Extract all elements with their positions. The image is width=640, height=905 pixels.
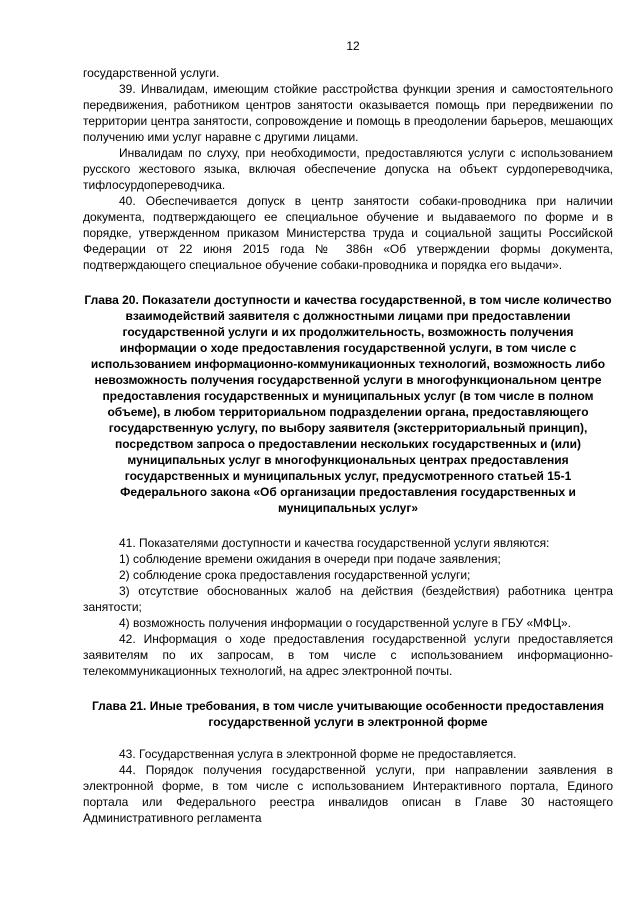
paragraph-40: 40. Обеспечивается допуск в центр занятости собаки-проводника при наличии документа, подтверждающего ее специальное обучение и выдаваемого по форме и в порядке, утвержденном приказом Министерства труда и социальной защиты Российской Федерации от 22 июня 2015 года № 386н «Об утверждении формы документа, подтверждающего специальное обучение собаки-проводника и порядка его выдачи». — [83, 194, 613, 272]
paragraph-hearing-impaired: Инвалидам по слуху, при необходимости, предоставляются услуги с использованием русского жестового языка, включая обеспечение допуска на объект сурдопереводчика, тифлосурдопереводчика. — [83, 146, 613, 192]
page-number: 12 — [346, 39, 360, 53]
paragraph-42: 42. Информация о ходе предоставления государственной услуги предоставляется заявителям по их запросам, в том числе с использованием информационно-телекоммуникационных технологий, на адрес электронной почты. — [83, 632, 613, 678]
paragraph-44: 44. Порядок получения государственной услуги, при направлении заявления в электронной форме, в том числе с использованием Интерактивного портала, Единого портала или Федерального реестра инвалидов описан в Главе 30 настоящего Административного регламента — [83, 763, 613, 825]
list-item-4: 4) возможность получения информации о государственной услуге в ГБУ «МФЦ». — [119, 616, 571, 630]
list-item-2: 2) соблюдение срока предоставления государственной услуги; — [119, 568, 471, 582]
paragraph-41: 41. Показателями доступности и качества государственной услуги являются: — [119, 536, 550, 550]
list-item-1: 1) соблюдение времени ожидания в очереди при подаче заявления; — [119, 552, 501, 566]
chapter-20-heading: Глава 20. Показатели доступности и качества государственной, в том числе количество взаимодействий заявителя с должностными лицами при предоставлении государственной услуги и их продолжительность, возможность получения информации о ходе предоставления государственной услуги, в том числе с использованием информационно-коммуникационных технологий, возможность либо невозможность получения государственной услуги в многофункциональном центре предоставления государственных и муниципальных услуг (в том числе в полном объеме), в любом территориальном подразделении органа, предоставляющего государственную услугу, по выбору заявителя (экстерриториальный принцип), посредством запроса о предоставлении нескольких государственных и (или) муниципальных услуг в многофункциональных центрах предоставления государственных и муниципальных услуг, предусмотренного статьей 15-1 Федерального закона «Об организации предоставления государственных и муниципальных услуг» — [84, 293, 612, 515]
list-item-3: 3) отсутствие обоснованных жалоб на действия (бездействия) работника центра занятости; — [83, 584, 613, 614]
paragraph-43: 43. Государственная услуга в электронной форме не предоставляется. — [119, 747, 517, 761]
paragraph-continuation: государственной услуги. — [83, 66, 220, 80]
paragraph-39: 39. Инвалидам, имеющим стойкие расстройства функции зрения и самостоятельного передвижения, работником центров занятости оказывается помощь при передвижении по территории центра занятости, сопровождение и помощь в преодолении барьеров, мешающих получению ими услуг наравне с другими лицами. — [83, 82, 613, 144]
chapter-21-heading: Глава 21. Иные требования, в том числе учитывающие особенности предоставления государственной услуги в электронной форме — [91, 699, 605, 729]
